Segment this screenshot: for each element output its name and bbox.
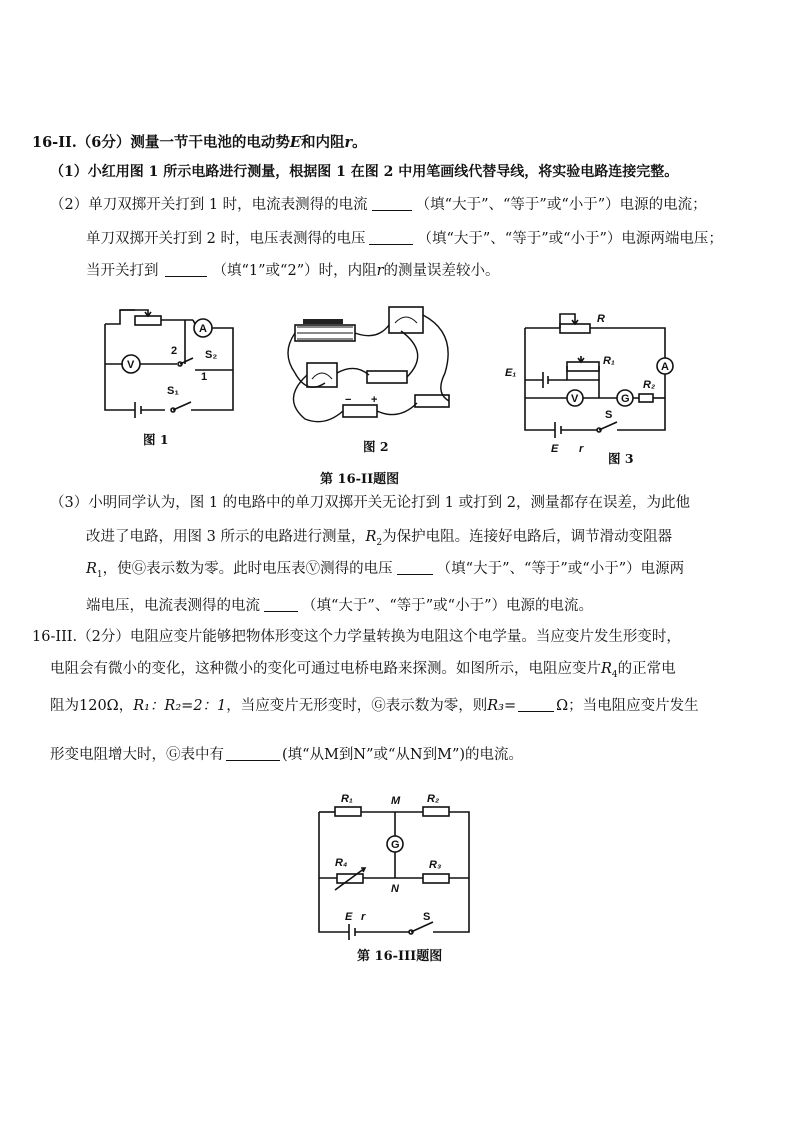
blank-voltage-switch2[interactable] xyxy=(369,230,413,245)
svg-text:A: A xyxy=(199,323,207,335)
svg-text:2: 2 xyxy=(171,345,178,357)
blank-current-switch1[interactable] xyxy=(372,196,412,211)
q16-2-part1: （1）小红用图 1 所示电路进行测量，根据图 1 在图 2 中用笔画线代替导线，将实验电路连接完整。 xyxy=(50,164,679,180)
svg-text:1: 1 xyxy=(201,371,208,383)
q16-2-part2c: 当开关打到 （填“1”或“2”）时，内阻r的测量误差较小。 xyxy=(86,263,500,279)
figure-2-caption: 图 2 xyxy=(363,439,389,454)
svg-text:+: + xyxy=(371,394,378,406)
blank-current-fig3[interactable] xyxy=(264,597,298,612)
q16-3-line4: 形变电阻增大时，Ⓖ表中有 (填“从M到N”或“从N到M”)的电流。 xyxy=(50,747,524,763)
blank-R3-value[interactable] xyxy=(518,697,554,712)
svg-text:R: R xyxy=(597,313,605,325)
svg-text:G: G xyxy=(391,839,400,851)
svg-text:A: A xyxy=(661,361,669,373)
figure-1-caption: 图 1 xyxy=(143,432,169,447)
q16-3-line3: 阻为120Ω，R₁：R₂=2：1，当应变片无形变时，Ⓖ表示数为零，则R₃= Ω；当电阻应变片发生 xyxy=(50,698,699,714)
svg-text:V: V xyxy=(571,393,579,405)
figure-16-3-bridge xyxy=(315,790,485,940)
svg-text:N: N xyxy=(391,883,399,895)
q16-3-line2: 电阻会有微小的变化，这种微小的变化可通过电桥电路来探测。如图所示，电阻应变片$R_4$的正常电 xyxy=(50,661,676,680)
battery-fig2 xyxy=(343,405,377,417)
q16-2-part2a: （2）单刀双掷开关打到 1 时，电流表测得的电流 （填“大于”、“等于”或“小于”）电源的电流； xyxy=(50,197,707,213)
switch-fig2 xyxy=(367,371,407,383)
resistor-R3-bridge xyxy=(423,874,449,883)
rheostat-R1-fig3 xyxy=(567,362,599,371)
svg-text:S: S xyxy=(423,911,431,923)
q16-3-line1: 16-III.（2分）电阻应变片能够把物体形变这个力学量转换为电阻这个电学量。当应变片发生形变时， xyxy=(32,629,681,645)
svg-text:R₄: R₄ xyxy=(335,857,348,869)
rheostat-R-fig3 xyxy=(560,324,590,333)
figure-1-circuit xyxy=(95,300,245,420)
figure-3-caption: 图 3 xyxy=(608,451,634,466)
svg-text:S: S xyxy=(605,409,613,421)
q16-2-title: 16-II.（6分）测量一节干电池的电动势E和内阻r。 xyxy=(32,134,367,151)
svg-text:G: G xyxy=(621,393,630,405)
q16-2-part3a: （3）小明同学认为，图 1 的电路中的单刀双掷开关无论打到 1 或打到 2，测量都存在误差，为此他 xyxy=(50,495,690,511)
svg-text:E: E xyxy=(345,911,353,923)
svg-text:M: M xyxy=(391,795,401,807)
svg-text:R₂: R₂ xyxy=(643,379,656,391)
figure-16-2-caption: 第 16-II题图 xyxy=(320,472,400,487)
svg-text:S₁: S₁ xyxy=(167,385,179,397)
svg-text:R₁: R₁ xyxy=(603,355,615,367)
figure-2-apparatus xyxy=(285,303,465,423)
svg-text:−: − xyxy=(345,394,352,406)
resistor-R2-bridge xyxy=(423,807,449,816)
svg-text:E₁: E₁ xyxy=(505,367,517,379)
svg-text:V: V xyxy=(127,359,135,371)
blank-voltage-fig3[interactable] xyxy=(397,560,433,575)
svg-text:R₂: R₂ xyxy=(427,793,440,805)
rheostat-fig1 xyxy=(135,316,161,325)
resistor-R2-fig3 xyxy=(639,394,653,402)
blank-current-direction[interactable] xyxy=(226,746,280,761)
q16-2-part2b: 单刀双掷开关打到 2 时，电压表测得的电压 （填“大于”、“等于”或“小于”）电源两端电压； xyxy=(86,231,723,247)
figure-16-3-caption: 第 16-III题图 xyxy=(357,949,443,964)
svg-text:R₃: R₃ xyxy=(429,859,442,871)
q16-2-part3d: 端电压，电流表测得的电流 （填“大于”、“等于”或“小于”）电源的电流。 xyxy=(86,598,593,614)
svg-text:r: r xyxy=(579,443,584,455)
voltmeter-fig2 xyxy=(389,307,423,333)
q16-2-part3b: 改进了电路，用图 3 所示的电路进行测量，$R_2$为保护电阻。连接好电路后，调节滑动变阻器 xyxy=(86,529,673,548)
svg-text:E: E xyxy=(551,443,559,455)
blank-switch-position[interactable] xyxy=(165,262,207,277)
q16-2-part3c: $R_1$，使Ⓖ表示数为零。此时电压表Ⓥ测得的电压 （填“大于”、“等于”或“小于”）电源两 xyxy=(86,561,685,580)
figure-3-circuit xyxy=(505,300,669,455)
svg-text:S₂: S₂ xyxy=(205,349,218,361)
ammeter-fig2 xyxy=(307,363,337,387)
resistor-R1-bridge xyxy=(335,807,361,816)
svg-text:R₁: R₁ xyxy=(341,793,353,805)
svg-text:r: r xyxy=(361,911,366,923)
